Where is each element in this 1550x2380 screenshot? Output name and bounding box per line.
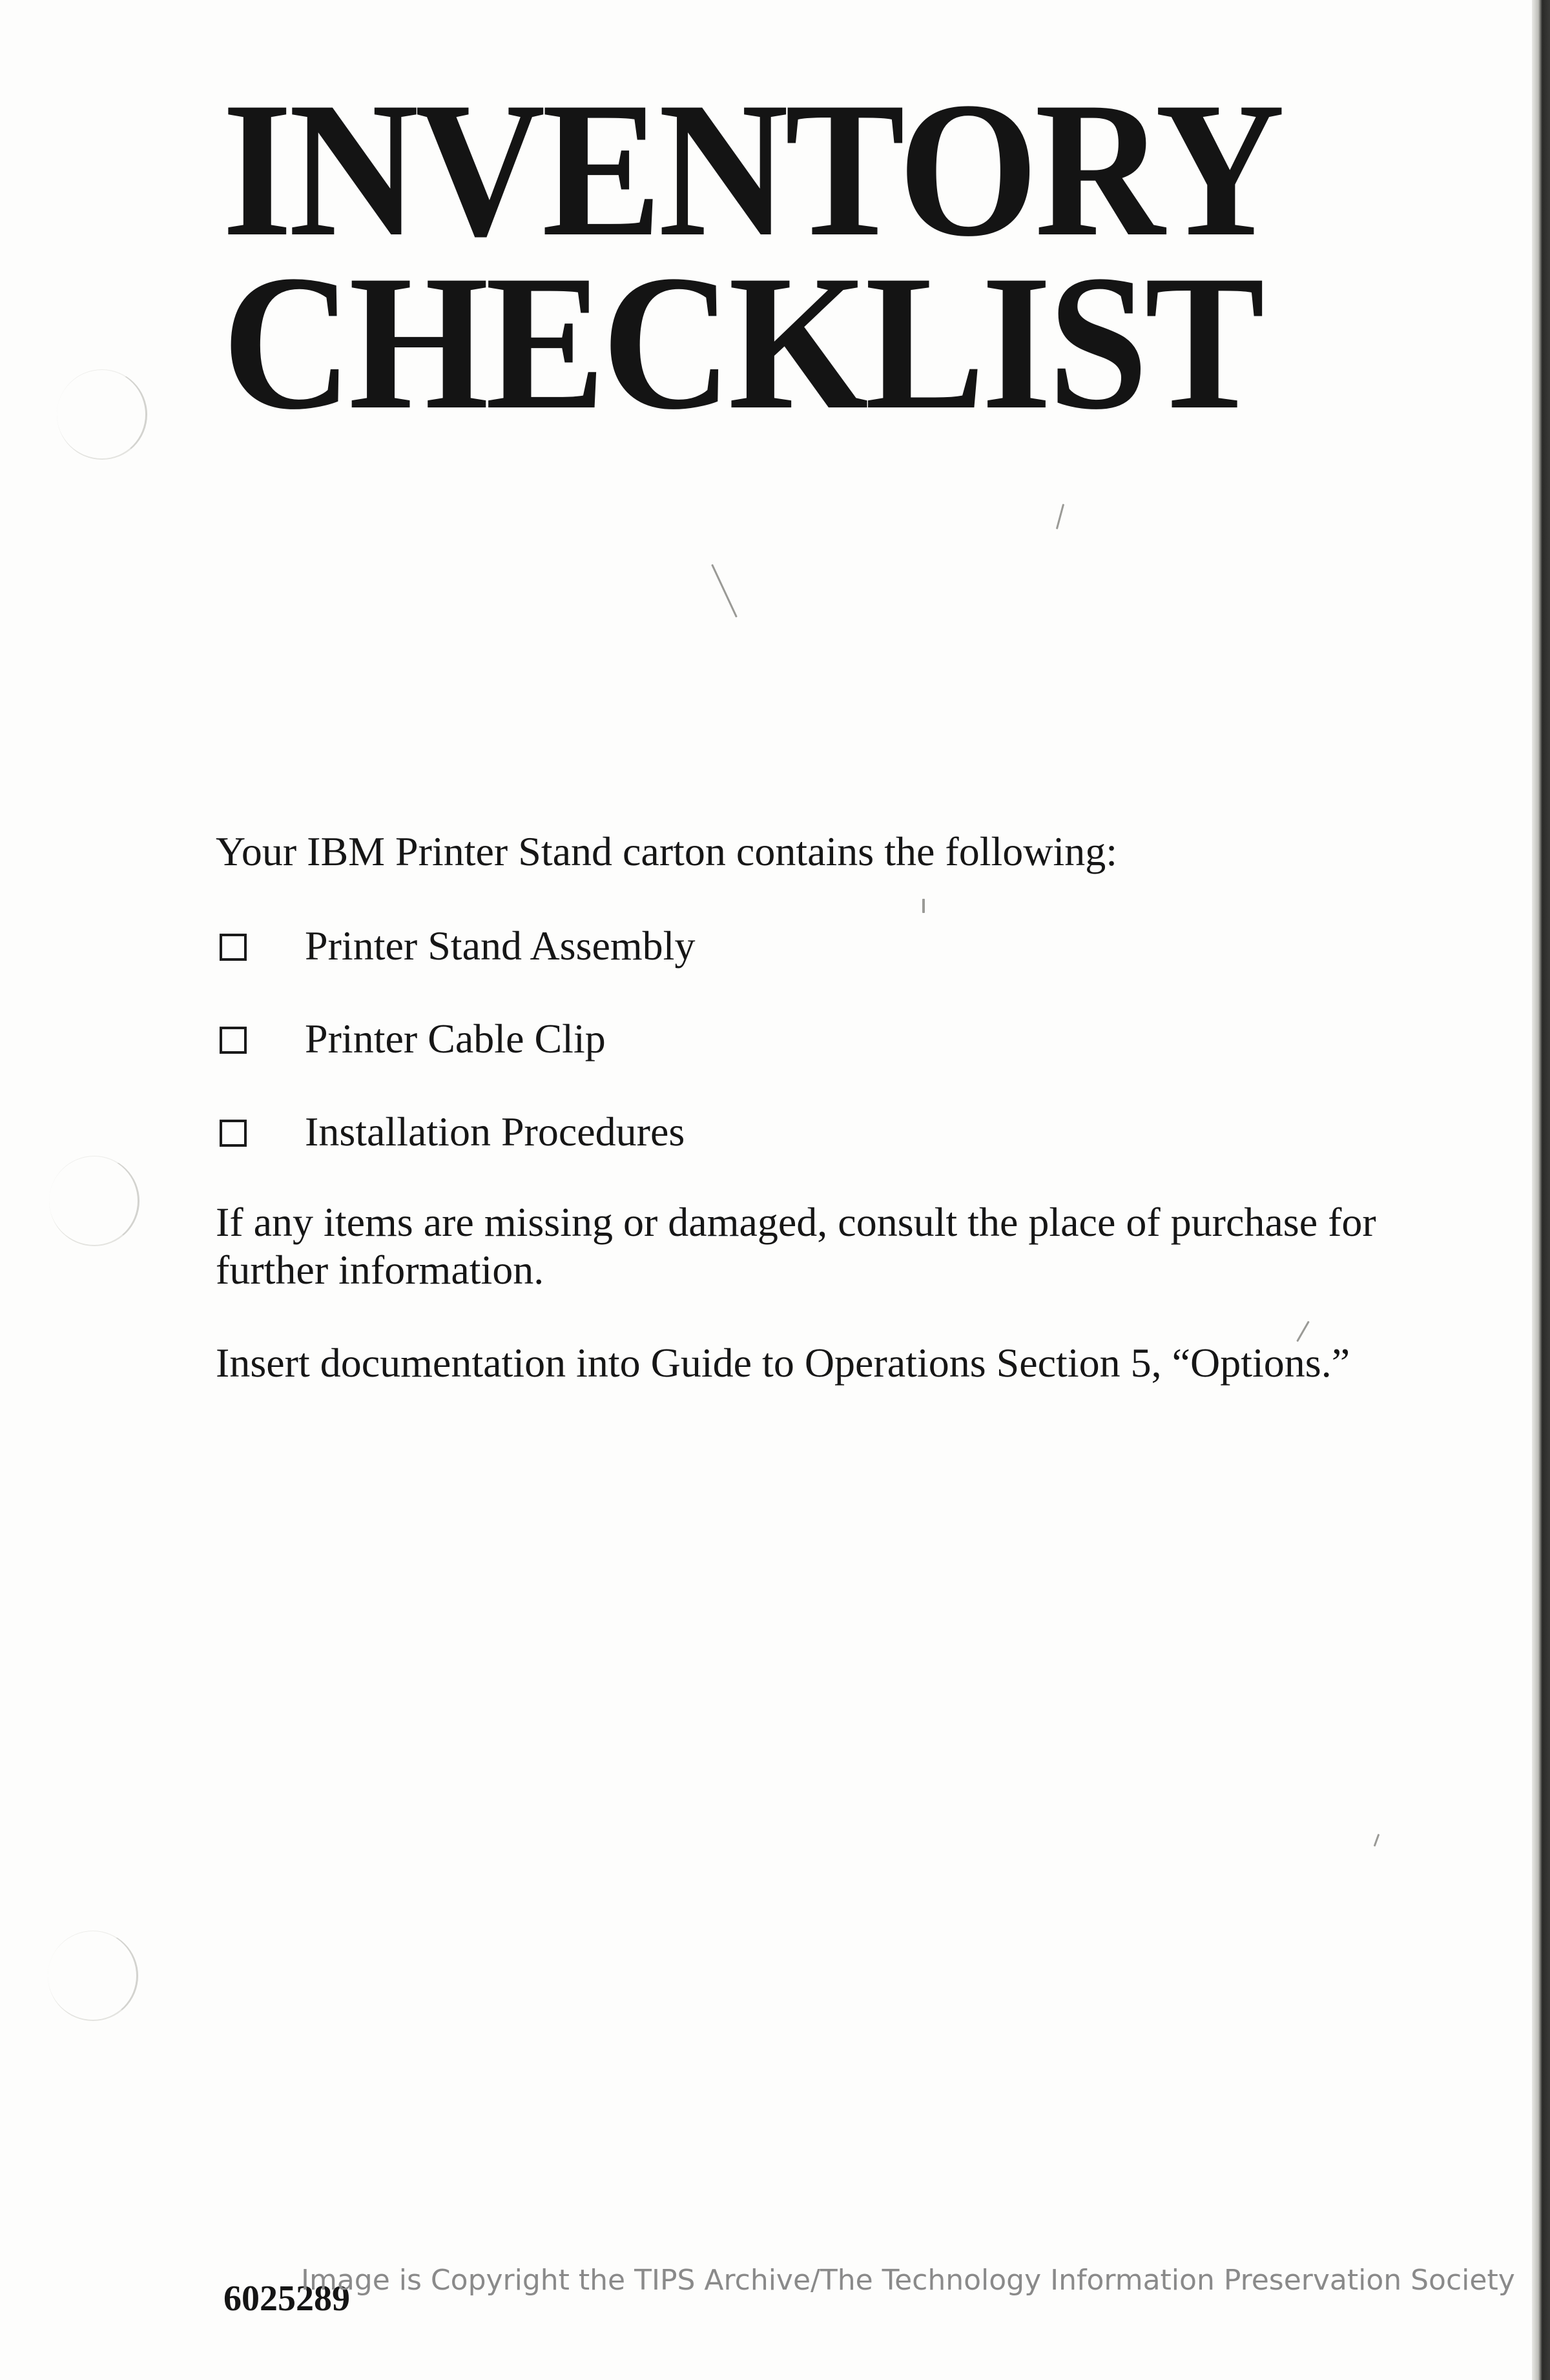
- checkbox-icon[interactable]: [220, 934, 247, 961]
- scan-speck: [1056, 504, 1064, 529]
- part-number: 6025289: [223, 2279, 350, 2319]
- scan-speck: [711, 564, 738, 618]
- page-edge: [1532, 0, 1550, 2380]
- checklist-item: [220, 1015, 695, 1108]
- scan-speck: [1374, 1834, 1380, 1847]
- checklist-item: [220, 922, 695, 1015]
- title-line-2: CHECKLIST: [222, 235, 1261, 449]
- scan-speck: [922, 899, 925, 913]
- title-line-1: INVENTORY: [222, 62, 1282, 276]
- checklist-item-label: Printer Stand Assembly: [305, 923, 696, 969]
- inventory-checklist: [220, 922, 695, 1201]
- checklist-item: [220, 1108, 695, 1201]
- copyright-watermark: Image is Copyright the TIPS Archive/The Technology Information Preservation Society: [301, 2264, 1515, 2297]
- checklist-item-label: Printer Cable Clip: [305, 1016, 606, 1062]
- checklist-item-label: Installation Procedures: [305, 1109, 685, 1154]
- insert-instruction: Insert documentation into Guide to Operations Section 5, “Options.”: [216, 1340, 1350, 1386]
- missing-items-notice: If any items are missing or damaged, consult the place of purchase for further information.: [216, 1199, 1376, 1293]
- intro-text: Your IBM Printer Stand carton contains the following:: [216, 828, 1118, 874]
- checkbox-icon[interactable]: [220, 1120, 247, 1147]
- page-title: [222, 62, 1282, 449]
- punch-hole-icon: [49, 1156, 140, 1246]
- punch-hole-icon: [57, 369, 147, 460]
- checkbox-icon[interactable]: [220, 1027, 247, 1054]
- punch-hole-icon: [48, 1931, 138, 2021]
